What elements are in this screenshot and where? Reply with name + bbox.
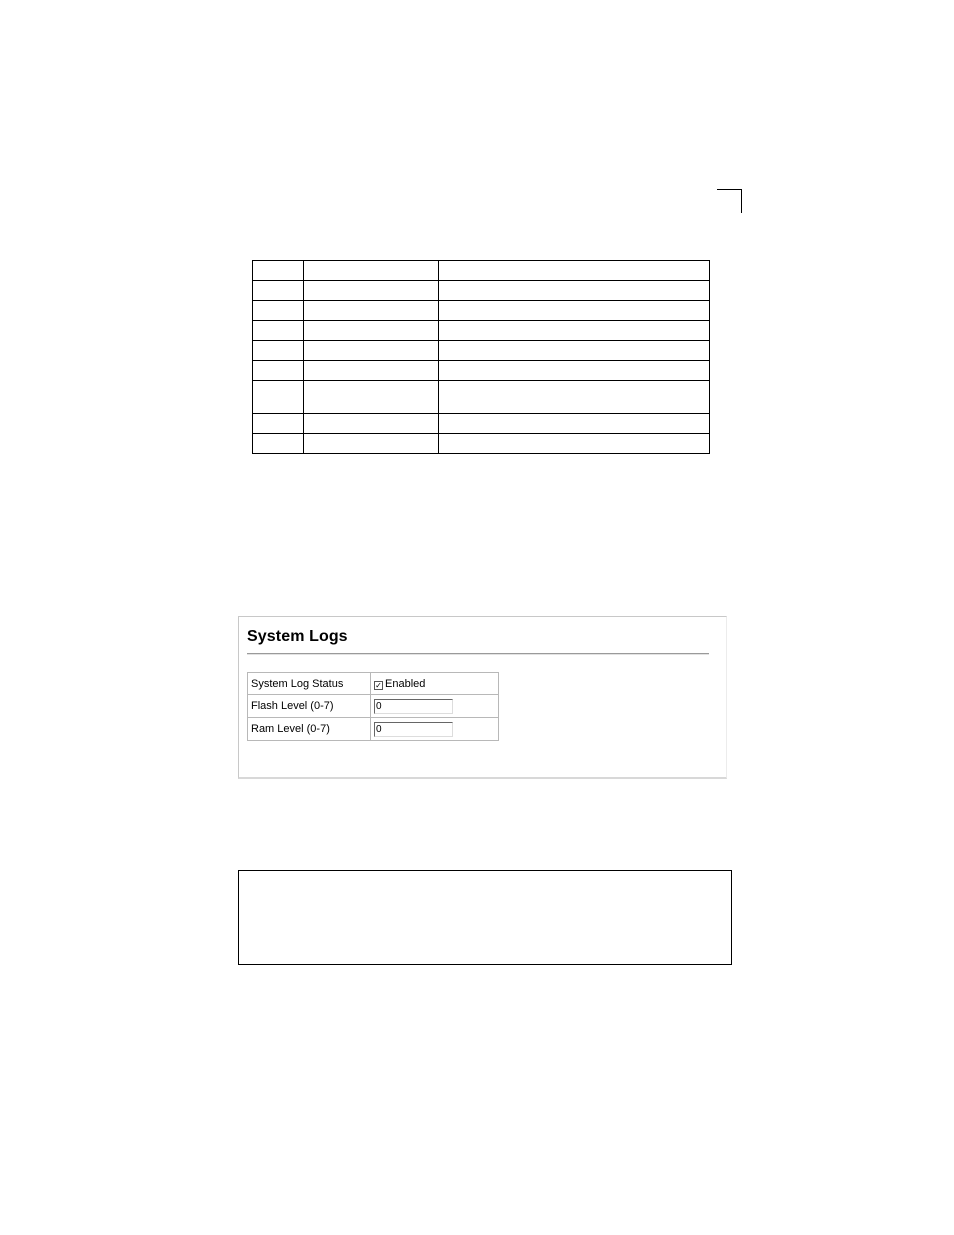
cli-example-box bbox=[238, 870, 732, 965]
table-cell bbox=[439, 341, 710, 361]
log-status-label: System Log Status bbox=[248, 673, 371, 695]
table-cell bbox=[439, 381, 710, 414]
flash-level-label: Flash Level (0-7) bbox=[248, 695, 371, 718]
logging-levels-table bbox=[252, 260, 710, 454]
table-cell bbox=[439, 261, 710, 281]
table-cell bbox=[304, 321, 439, 341]
table-cell bbox=[439, 414, 710, 434]
table-cell bbox=[304, 341, 439, 361]
table-cell bbox=[304, 434, 439, 454]
table-cell bbox=[439, 301, 710, 321]
enabled-checkbox-label: Enabled bbox=[385, 677, 426, 690]
flash-level-cell bbox=[371, 695, 499, 718]
flash-level-input[interactable]: 0 bbox=[374, 699, 453, 714]
table-cell bbox=[253, 414, 304, 434]
table-row bbox=[253, 381, 710, 414]
form-row-ram-level bbox=[248, 718, 499, 741]
ram-level-cell bbox=[371, 718, 499, 741]
table-row bbox=[253, 361, 710, 381]
table-cell bbox=[304, 361, 439, 381]
table-cell bbox=[304, 381, 439, 414]
system-logs-screenshot bbox=[238, 616, 727, 779]
crop-mark bbox=[717, 189, 742, 213]
table-cell bbox=[253, 361, 304, 381]
table-cell bbox=[253, 434, 304, 454]
form-row-flash-level bbox=[248, 695, 499, 718]
table-row bbox=[253, 434, 710, 454]
table-cell bbox=[253, 341, 304, 361]
table-cell bbox=[304, 261, 439, 281]
table-cell bbox=[253, 261, 304, 281]
table-cell bbox=[439, 434, 710, 454]
table-cell bbox=[253, 281, 304, 301]
table-row bbox=[253, 281, 710, 301]
form-row-log-status bbox=[248, 673, 499, 695]
table-cell bbox=[253, 301, 304, 321]
table-cell bbox=[439, 321, 710, 341]
table-row bbox=[253, 261, 710, 281]
table-cell bbox=[439, 281, 710, 301]
title-divider bbox=[247, 653, 709, 655]
system-logs-title: System Logs bbox=[247, 628, 348, 645]
table-cell bbox=[253, 321, 304, 341]
system-logs-form bbox=[247, 672, 499, 741]
table-row bbox=[253, 414, 710, 434]
ram-level-input[interactable]: 0 bbox=[374, 722, 453, 737]
table-cell bbox=[304, 414, 439, 434]
table-cell bbox=[439, 361, 710, 381]
enabled-checkbox[interactable]: ✓ bbox=[375, 680, 382, 690]
table-cell bbox=[304, 281, 439, 301]
table-row bbox=[253, 341, 710, 361]
ram-level-label: Ram Level (0-7) bbox=[248, 718, 371, 741]
table-cell bbox=[304, 301, 439, 321]
log-status-value bbox=[371, 673, 499, 695]
table-cell bbox=[253, 381, 304, 414]
table-row bbox=[253, 321, 710, 341]
table-row bbox=[253, 301, 710, 321]
